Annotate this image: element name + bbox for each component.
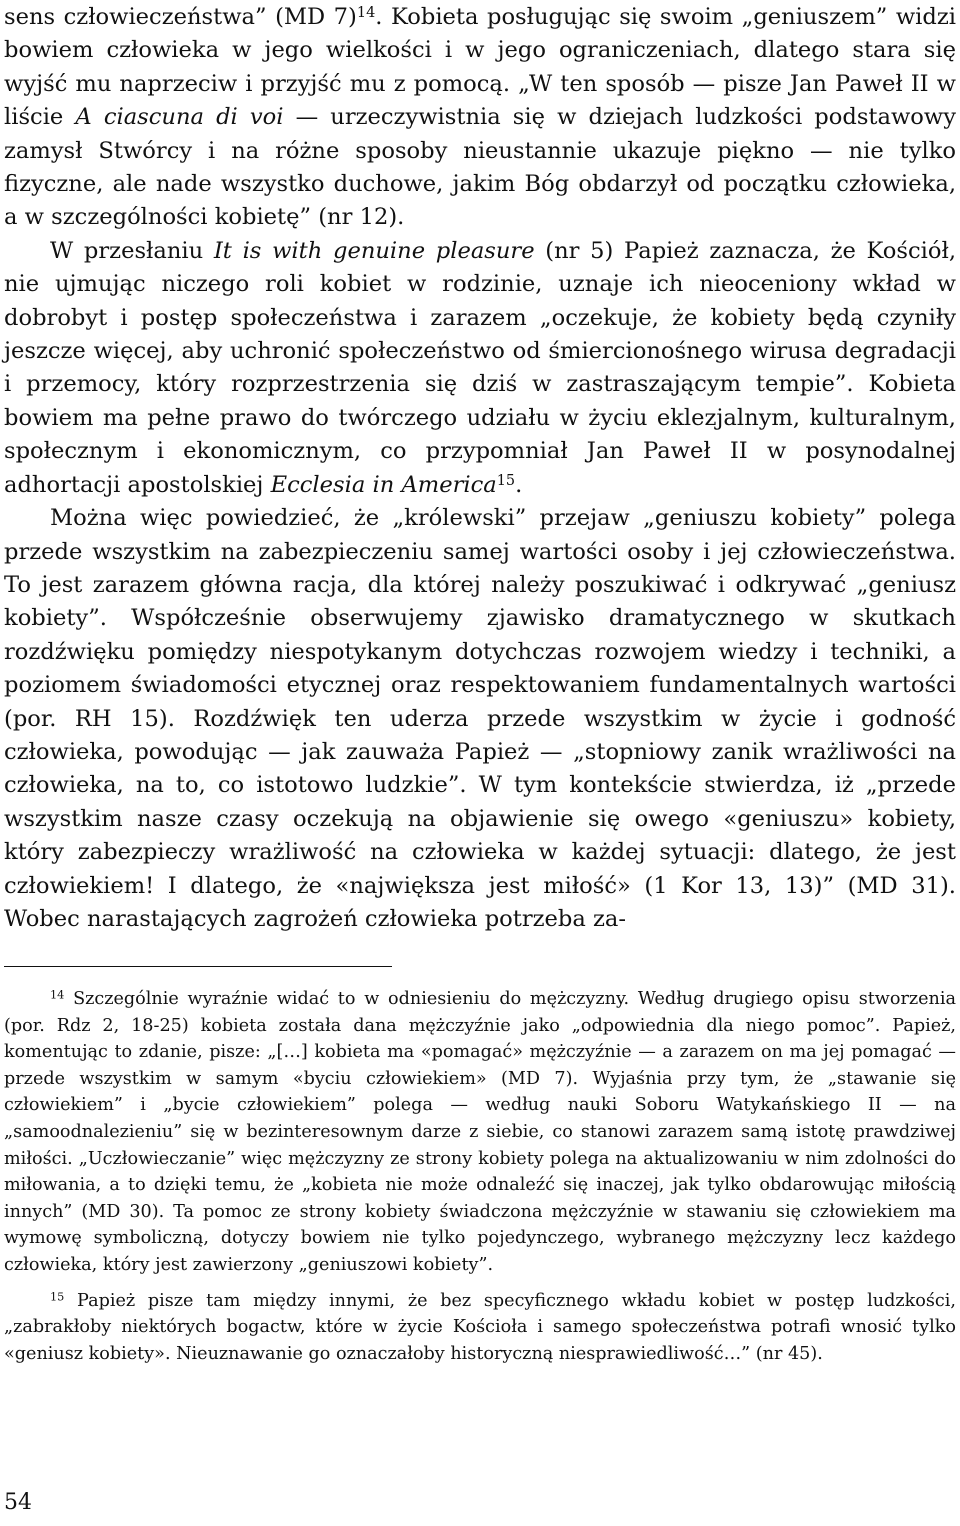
footnote-separator (4, 966, 392, 967)
footnote-text: Szczególnie wyraźnie widać to w odniesieniu do mężczyzny. Według drugiego opisu stworzenia (por. Rdz 2, 18-25) kobieta została dana mężczyźnie jako „odpowiednia dla niego pomoc”. Papież, komentując to zdanie, pisze: „[…] kobieta ma «pomagać» mężczyźnie — a zarazem on ma jej pomagać — przede wszystkim w samym «byciu człowiekiem» (MD 7). Wyjaśnia przy tym, że „stawanie się człowiekiem” i „bycie człowiekiem” polega — według nauki Soboru Watykańskiego II — na „samoodnalezieniu” się w bezinteresownym darze z siebie, co stanowi zarazem samą istotę prawdziwej miłości. „Uczłowieczanie” więc mężczyzny ze strony kobiety polega na aktualizowaniu w nim zdolności do miłowania, a to dzięki temu, że „kobieta nie może odnaleźć się inaczej, jak tylko obdarowując miłością innych” (MD 30). Ta pomoc ze strony kobiety świadczona mężczyźnie w stawaniu się człowiekiem ma wymowę symboliczną, dotyczy bowiem nie tylko pojedynczego, wybranego mężczyzny lecz każdego człowieka, który jest zawierzony „geniuszowi kobiety”. (4, 989, 956, 1275)
text-run: . Kobieta posługując się swoim „geniuszem” widzi bowiem człowieka w jego wielkości i w jego ograniczeniach, dlatego stara się wyjść mu naprzeciw i przyjść mu z pomocą. „W ten sposób — pisze Jan Paweł II w liście (4, 4, 956, 131)
footnote-15 (4, 1288, 956, 1368)
text-run: . (515, 471, 523, 498)
footnote-14 (4, 986, 956, 1279)
paragraph-1 (4, 1, 956, 235)
text-run: Można więc powiedzieć, że „królewski” przejaw „geniuszu kobiety” polega przede wszystkim na zabezpieczeniu samej wartości osoby i jej człowieczeństwa. To jest zarazem główna racja, dla której należy poszukiwać i odkrywać „geniusz kobiety”. Współcześnie obserwujemy zjawisko dramatycznego w skutkach rozdźwięku pomiędzy niespotykanym dotychczas rozwojem wiedzy i techniki, a poziomem świadomości etycznej oraz respektowaniem fundamentalnych wartości (por. RH 15). Rozdźwięk ten uderza przede wszystkim w życie i godność człowieka, powodując — jak zauważa Papież — „stopniowy zanik wrażliwości na człowieka, na to, co istotowo ludzkie”. W tym kontekście stwierdza, iż „przede wszystkim nasze czasy oczekują na objawienie się owego «geniuszu» kobiety, który zabezpieczy wrażliwość na człowieka w każdej sytuacji: dlatego, że jest człowiekiem! I dlatego, że «największa jest miłość» (1 Kor 13, 13)” (MD 31). Wobec narastających zagrożeń człowieka potrzeba za- (4, 505, 956, 932)
paragraph-3 (4, 502, 956, 936)
footnote-ref-14[interactable]: 14 (356, 4, 376, 21)
page (4, 0, 956, 936)
footnote-text: Papież pisze tam między innymi, że bez specyficznego wkładu kobiet w postęp ludzkości, „zabrakłoby niektórych bogactw, które w życie Kościoła i samego społeczeństwa potrafi wnosić tylko «geniusz kobiety». Nieuznawanie go oznaczałoby historyczną niesprawiedliwość…” (nr 45). (4, 1290, 956, 1364)
footnote-ref-15[interactable]: 15 (496, 472, 516, 489)
footnote-number: 15 (50, 1289, 65, 1303)
text-run: (nr 5) Papież zaznacza, że Kościół, nie ujmując niczego roli kobiet w rodzinie, uznaje ich nieoceniony wkład w dobrobyt i postęp społeczeństwa i zarazem „oczekuje, że kobiety będą czyniły jeszcze więcej, aby uchronić społeczeństwo od śmiercionośnego wirusa degradacji i przemocy, który rozprzestrzenia się dziś w zastraszającym tempie”. Kobieta bowiem ma pełne prawo do twórczego udziału w życiu eklezjalnym, kulturalnym, społecznym i ekonomicznym, co przypomniał Jan Paweł II w posynodalnej adhortacji apostolskiej (4, 237, 956, 498)
italic-title: Ecclesia in America (270, 471, 497, 498)
footnote-number: 14 (50, 988, 65, 1002)
page-number: 54 (4, 1490, 32, 1515)
main-text (4, 1, 956, 936)
text-run: sens człowieczeństwa” (MD 7) (4, 4, 357, 30)
footnotes (4, 986, 956, 1367)
paragraph-2 (4, 235, 956, 502)
italic-title: A ciascuna di voi (75, 104, 284, 131)
italic-title: It is with genuine pleasure (213, 237, 535, 264)
text-run: — urzeczywistnia się w dziejach ludzkości podstawowy zamysł Stwórcy i na różne sposoby nieustannie ukazuje piękno — nie tylko fizyczne, ale nade wszystko duchowe, jakim Bóg obdarzył od początku człowieka, a w szczególności kobietę” (nr 12). (4, 104, 957, 231)
text-run: W przesłaniu (50, 237, 214, 264)
